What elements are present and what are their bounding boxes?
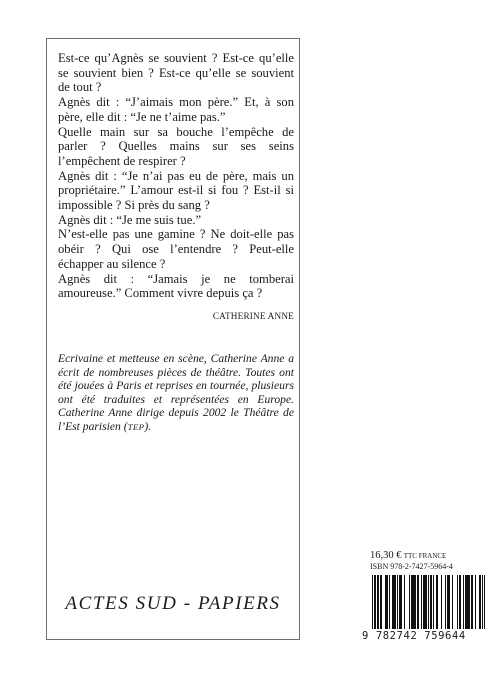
barcode-bar — [484, 575, 485, 629]
author-bio — [58, 352, 294, 435]
bio-text: Ecrivaine et metteuse en scène, Catherine Anne a écrit de nombreuses pièces de théâtre. Toutes ont été jouées à Paris et reprises en tournée, plusieurs ont été traduites et représentées en Europe. Catherine Anne dirige depuis 2002 le Théâtre de l’Est parisien — [58, 352, 294, 433]
price-suffix: TTC FRANCE — [403, 552, 447, 560]
quote-line: Est-ce qu’Agnès se souvient ? Est-ce qu’elle se souvient bien ? Est-ce qu’elle se souvient de tout ? — [58, 51, 294, 95]
back-cover-text — [58, 51, 294, 301]
price-line — [370, 550, 488, 561]
quote-line: Agnès dit : “Je me suis tue.” — [58, 212, 202, 227]
barcode-digits: 9 782742 759644 — [362, 630, 466, 642]
quote-line: Quelle main sur sa bouche l’empêche de parler ? Quelles mains sur ses seins l’empêchent de respirer ? — [58, 124, 294, 168]
isbn-number: ISBN 978-2-7427-5964-4 — [370, 562, 453, 571]
bio-paren-open: ( — [120, 419, 128, 433]
barcode — [372, 575, 486, 629]
publisher-imprint: ACTES SUD - PAPIERS — [65, 593, 281, 614]
price-amount: 16,30 € — [370, 550, 402, 561]
quote-line: N’est-elle pas une gamine ? Ne doit-elle pas obéir ? Qui ose l’entendre ? Peut-elle échapper au silence ? — [58, 227, 294, 271]
bio-paren-close: ). — [144, 419, 152, 433]
quote-line: Agnès dit : “Je n’ai pas eu de père, mais un propriétaire.” L’amour est-il si fou ? Est-il si impossible ? Si près du sang ? — [58, 168, 294, 213]
quote-line: Agnès dit : “J’aimais mon père.” Et, à son père, elle dit : “Je ne t’aime pas.” — [58, 95, 294, 124]
bio-abbrev: TEP — [127, 421, 145, 432]
author-signature: CATHERINE ANNE — [212, 311, 294, 321]
quote-line: Agnès dit : “Jamais je ne tomberai amoureuse.” Comment vivre depuis ça ? — [58, 271, 294, 301]
